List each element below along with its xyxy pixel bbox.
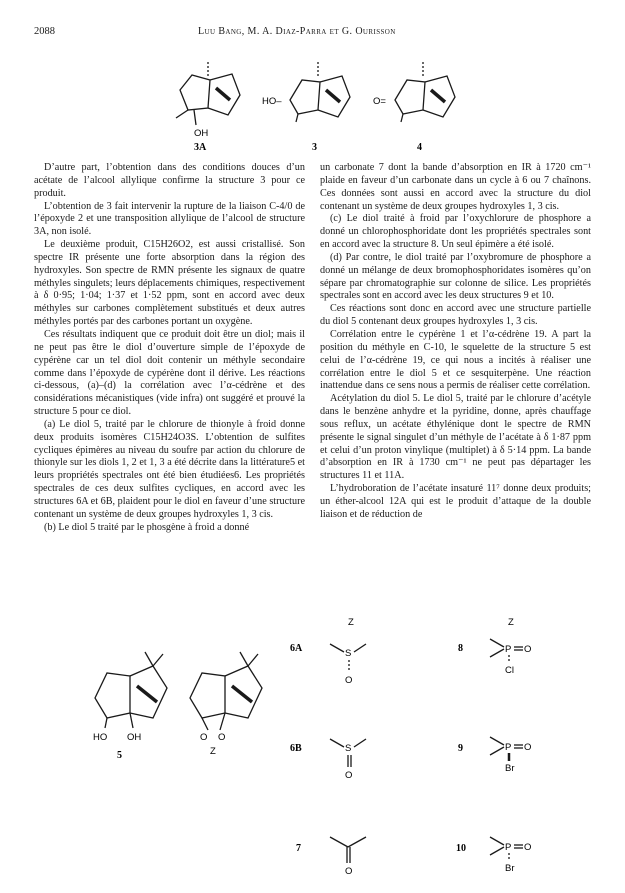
label-6b: 6B	[290, 743, 302, 754]
atom-o-left: O	[200, 732, 208, 743]
atom-ho-3: HO–	[262, 96, 282, 107]
label-9: 9	[458, 743, 463, 754]
right-paragraph: (c) Le diol traité à froid par l’oxychlorure de phosphore a donné un chlorophosphoridate dont les propriétés spectrales sont en accord avec la structure 8. Un seul épimère a été isolé.	[320, 213, 591, 251]
label-3: 3	[312, 142, 317, 153]
z-header-left: Z	[348, 617, 354, 628]
atom-p-10: P	[505, 842, 512, 853]
atom-o-right: O	[218, 732, 226, 743]
left-paragraph: L’obtention de 3 fait intervenir la rupture de la liaison C-4/0 de l’époxyde 2 et une transposition allylique de l’alcool de structure 3A, non isolé.	[34, 200, 305, 238]
atom-s-6b: S	[345, 743, 352, 754]
atom-oxo-4: O=	[373, 96, 386, 107]
right-paragraph: un carbonate 7 dont la bande d’absorption en IR à 1720 cm⁻¹ plaide en faveur d’un carbonate dans un cycle à 6 ou 7 chaînons. Ces données sont aussi en accord avec la structure du diol contenant un système de deux groupes hydroxyles 1, 3 cis.	[320, 162, 591, 212]
structure-6b	[330, 739, 366, 781]
atom-oh-3a: OH	[194, 128, 209, 139]
structure-3a	[176, 62, 240, 153]
structure-3	[262, 62, 350, 153]
atom-o-6a: O	[345, 675, 353, 686]
atom-o-8: O	[524, 644, 532, 655]
structure-8	[490, 639, 531, 676]
label-3a: 3A	[194, 142, 207, 153]
atom-br-9: Br	[505, 763, 515, 774]
atom-p-9: P	[505, 742, 512, 753]
structure-cyclic-z	[190, 652, 262, 757]
atom-p-8: P	[505, 644, 512, 655]
atom-o-7: O	[345, 866, 353, 877]
left-paragraph: Ces résultats indiquent que ce produit doit être un diol; mais il ne peut pas être le diol d’ouverture simple de l’époxyde de cypérène car un tel diol doit contenir un méthyle secondaire comme dans l’époxyde de cypérène dont il dérive. Les réactions ci-dessous, (a)–(d) la corrélation avec l’α-cédrène et des considérations mécanistiques (vide infra) ont suggéré et prouvé la structure 5 pour ce diol.	[34, 328, 305, 418]
atom-s-6a: S	[345, 648, 352, 659]
atom-o-9: O	[524, 742, 532, 753]
structure-10	[490, 837, 531, 874]
right-paragraph: (d) Par contre, le diol traité par l’oxybromure de phosphore a donné un mélange de deux bromophosphoridates isomères qu’on sépare par chromatographie sur colonne de silice. Les propriétés spectrales sont en accord avec les deux structures 9 et 10.	[320, 251, 591, 302]
right-paragraph: Ces réactions sont donc en accord avec une structure partielle du diol 5 contenant deux groupes hydroxyles 1, 3 cis.	[320, 303, 591, 328]
page-number: 2088	[34, 26, 55, 37]
left-paragraph: Le deuxième produit, C15H26O2, est aussi cristallisé. Son spectre IR présente une forte absorption dans la région des hydroxyles. Son spectre de RMN présente les signaux de quatre méthyles singulets; leurs déplacements chimiques, respectivement à δ 0·95; 1·04; 1·37 et 1·52 ppm, sont en accord avec deux méthyles sur carbones complètement substitués et deux autres méthyles portés par des carbones portant un oxygène.	[34, 239, 305, 328]
right-column	[320, 162, 591, 522]
figure-bottom-structures	[0, 593, 625, 893]
label-10: 10	[456, 843, 466, 854]
left-paragraph: (a) Le diol 5, traité par le chlorure de thionyle à froid donne deux produits isomères C15H24O3S. L’obtention de sulfites cycliques épimères au niveau du soufre par action du chlorure de thionyle sur les diols 1, 2 et 1, 3 a été décrite dans la littérature5 et leurs propriétés spectrales ont été bien étudiées6. Les propriétés spectrales de ces deux sulfites cycliques, en accord avec les structures 6A et 6B, plaident pour le diol en faveur d’une structure contenant un système de deux groupes hydroxyles 1, 3 cis.	[34, 418, 305, 520]
atom-z: Z	[210, 746, 216, 757]
left-paragraph: (b) Le diol 5 traité par le phosgène à froid a donné	[44, 521, 250, 533]
structure-7	[330, 837, 366, 877]
atom-oh-5: OH	[127, 732, 142, 743]
label-8: 8	[458, 643, 463, 654]
structure-9	[490, 737, 531, 774]
atom-br-10: Br	[505, 863, 515, 874]
left-paragraph: D’autre part, l’obtention dans des conditions douces d’un acétate de l’alcool allylique confirme la structure 3 pour ce produit.	[34, 162, 305, 199]
atom-cl-8: Cl	[505, 665, 514, 676]
label-4: 4	[417, 142, 422, 153]
z-header-right: Z	[508, 617, 514, 628]
structure-6a	[330, 644, 366, 686]
structure-4	[373, 62, 455, 153]
structure-5	[93, 652, 167, 761]
right-paragraph: Acétylation du diol 5. Le diol 5, traité par le chlorure d’acétyle dans le benzène anhydre et la pyridine, donne, après chauffage sous reflux, un acétate éthylénique dont le spectre de RMN présente le signal singulet d’un méthyle de l’acétate à δ 1·87 ppm et celui d’un proton vinylique (multiplet) à δ 5·14 ppm. La bande d’absorption en IR à 1730 cm⁻¹ ne peut pas départager les structures 11 et 11A.	[320, 393, 591, 482]
right-paragraph: Corrélation entre le cypérène 1 et l’α-cédrène 19. A part la position du méthyle en C-10, le squelette de la structure 5 est celui de l’α-cédrène 19, ce qui nous a incités à réaliser une corrélation entre le diol 5 et ce sesquiterpène. Une réaction inattendue dans ce sens nous a permis de réaliser cette corrélation.	[320, 328, 591, 392]
label-5: 5	[117, 750, 122, 761]
right-paragraph: L’hydroboration de l’acétate insaturé 11⁷ donne deux produits; un éther-alcool 12A qui est le produit d’attaque de la double liaison et de réduction de	[320, 483, 591, 520]
left-column	[34, 162, 305, 534]
figure-top-structures	[0, 0, 625, 160]
atom-o-6b: O	[345, 770, 353, 781]
atom-ho-5: HO	[93, 732, 108, 743]
running-header-authors: Luu Bang, M. A. Diaz-Parra et G. Ourisson	[198, 26, 396, 37]
atom-o-10: O	[524, 842, 532, 853]
label-6a: 6A	[290, 643, 303, 654]
label-7: 7	[296, 843, 301, 854]
